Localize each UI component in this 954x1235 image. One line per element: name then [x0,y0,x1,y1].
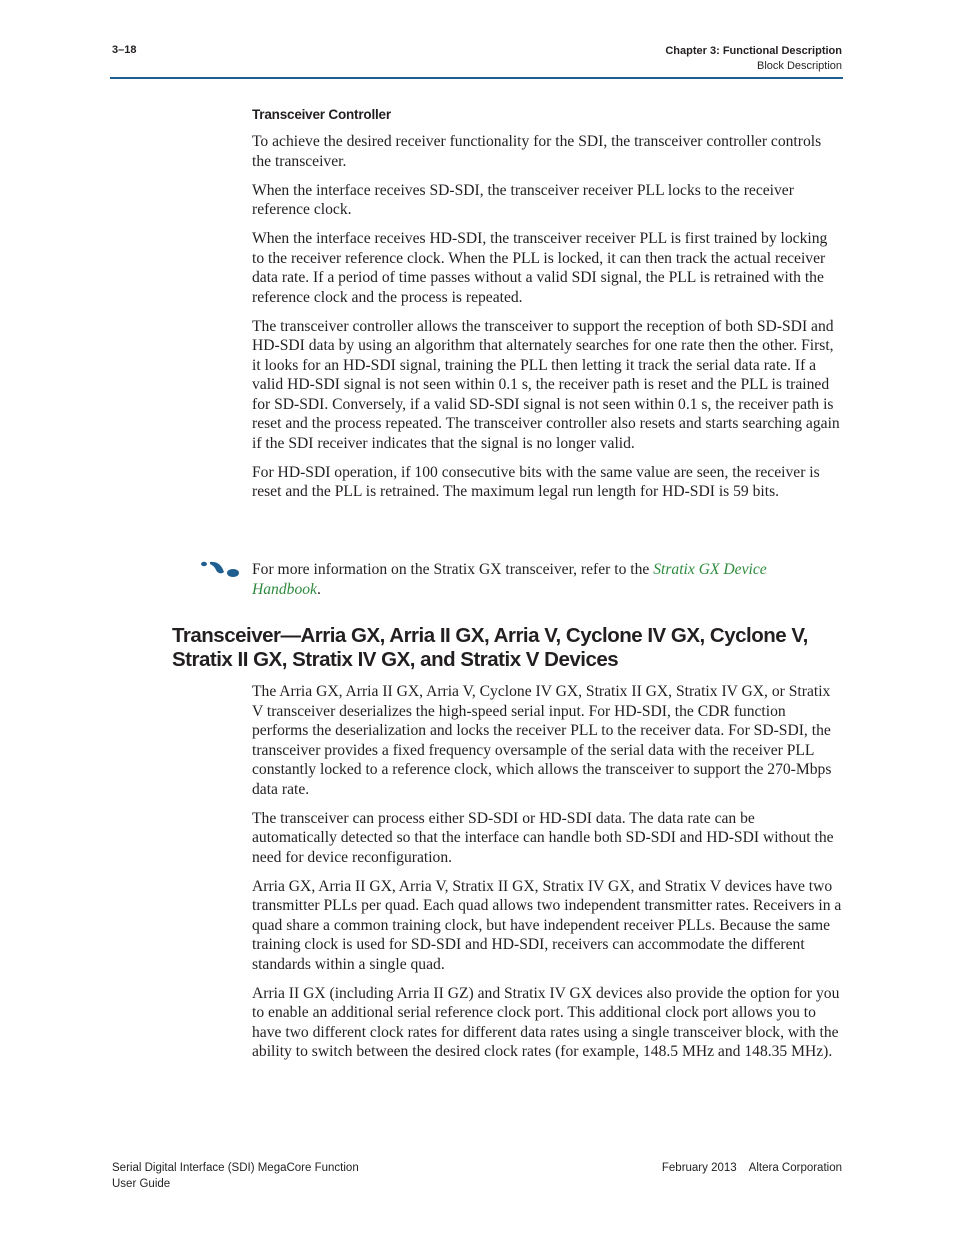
paragraph: Arria GX, Arria II GX, Arria V, Stratix II GX, Stratix IV GX, and Stratix V devices have two transmitter PLLs per quad. Each quad allows two independent transmitter rates. Receivers in a quad share a common training clock, but have independent receiver PLLs. Because the same training clock is used for SD-SDI and HD-SDI, receivers can accommodate the different standards within a single quad. [252,877,842,973]
header-rule [110,77,843,79]
page-number: 3–18 [112,44,137,56]
paragraph: The Arria GX, Arria II GX, Arria V, Cyclone IV GX, Stratix II GX, Stratix IV GX, or Stratix V transceiver deserializes the high-speed serial input. For HD-SDI, the CDR function performs the deserialization and locks the receiver PLL to the receiver data. For SD-SDI, the transceiver provides a fixed frequency oversample of the serial data with the receiver PLL constantly locked to a reference clock, which allows the transceiver to support the 270-Mbps data rate. [252,683,832,798]
paragraph: To achieve the desired receiver functionality for the SDI, the transceiver controller controls the transceiver. [252,133,822,170]
footer-subtitle: User Guide [112,1178,171,1190]
footer-date: February 2013 [661,1162,737,1174]
section-heading: Transceiver—Arria GX, Arria II GX, Arria V, Cyclone IV GX, Cyclone V, Stratix II GX, Stratix IV GX, and Stratix V Devices [172,624,808,671]
chapter-title: Chapter 3: Functional Description [665,45,842,57]
note-text [252,560,822,599]
paragraph: The transceiver can process either SD-SDI or HD-SDI data. The data rate can be automatically detected so that the interface can handle both SD-SDI and HD-SDI without the need for device reconfiguration. [252,809,834,866]
note-pointer-icon [200,560,240,580]
paragraph: When the interface receives SD-SDI, the transceiver receiver PLL locks to the receiver reference clock. [252,181,794,218]
transceiver-controller-body [252,132,842,511]
note-text-after: . [316,580,321,598]
footer-title: Serial Digital Interface (SDI) MegaCore Function [112,1162,359,1174]
paragraph: For HD-SDI operation, if 100 consecutive bits with the same value are seen, the receiver is reset and the PLL is retrained. The maximum legal run length for HD-SDI is 59 bits. [252,463,820,500]
section-body [252,682,842,1071]
transceiver-controller-heading: Transceiver Controller [252,107,391,122]
footer-company: Altera Corporation [748,1162,842,1174]
section-title: Block Description [757,60,842,72]
stratix-gx-handbook-link[interactable]: Stratix GX Device Handbook [252,561,767,598]
footer-document-title [112,1160,359,1192]
paragraph: Arria II GX (including Arria II GZ) and Stratix IV GX devices also provide the option for you to enable an additional serial reference clock port. This additional clock port allows you to have two different clock rates for different data rates using a single transceiver block, with the ability to switch between the desired clock rates (for example, 148.5 MHz and 148.35 MHz). [252,984,840,1060]
note-text-before: For more information on the Stratix GX transceiver, refer to the [252,561,654,578]
footer-meta [662,1160,842,1176]
running-header [665,44,842,74]
paragraph: When the interface receives HD-SDI, the transceiver receiver PLL is first trained by locking to the receiver reference clock. When the PLL is locked, it can then track the actual receiver data rate. If a period of time passes without a valid SDI signal, the PLL is retrained with the reference clock and the process is repeated. [252,230,828,306]
paragraph: The transceiver controller allows the transceiver to support the reception of both SD-SDI and HD-SDI data by using an algorithm that alternately searches for one rate then the other. First, it looks for an HD-SDI signal, training the PLL then letting it track the serial data rate. If a valid HD-SDI signal is not seen within 0.1 s, the receiver path is reset and the PLL is trained for SD-SDI. Conversely, if a valid SD-SDI signal is not seen within 0.1 s, the receiver path is reset and the process repeated. The transceiver controller also resets and starts searching again if the SDI receiver indicates that the signal is no longer valid. [252,317,840,452]
